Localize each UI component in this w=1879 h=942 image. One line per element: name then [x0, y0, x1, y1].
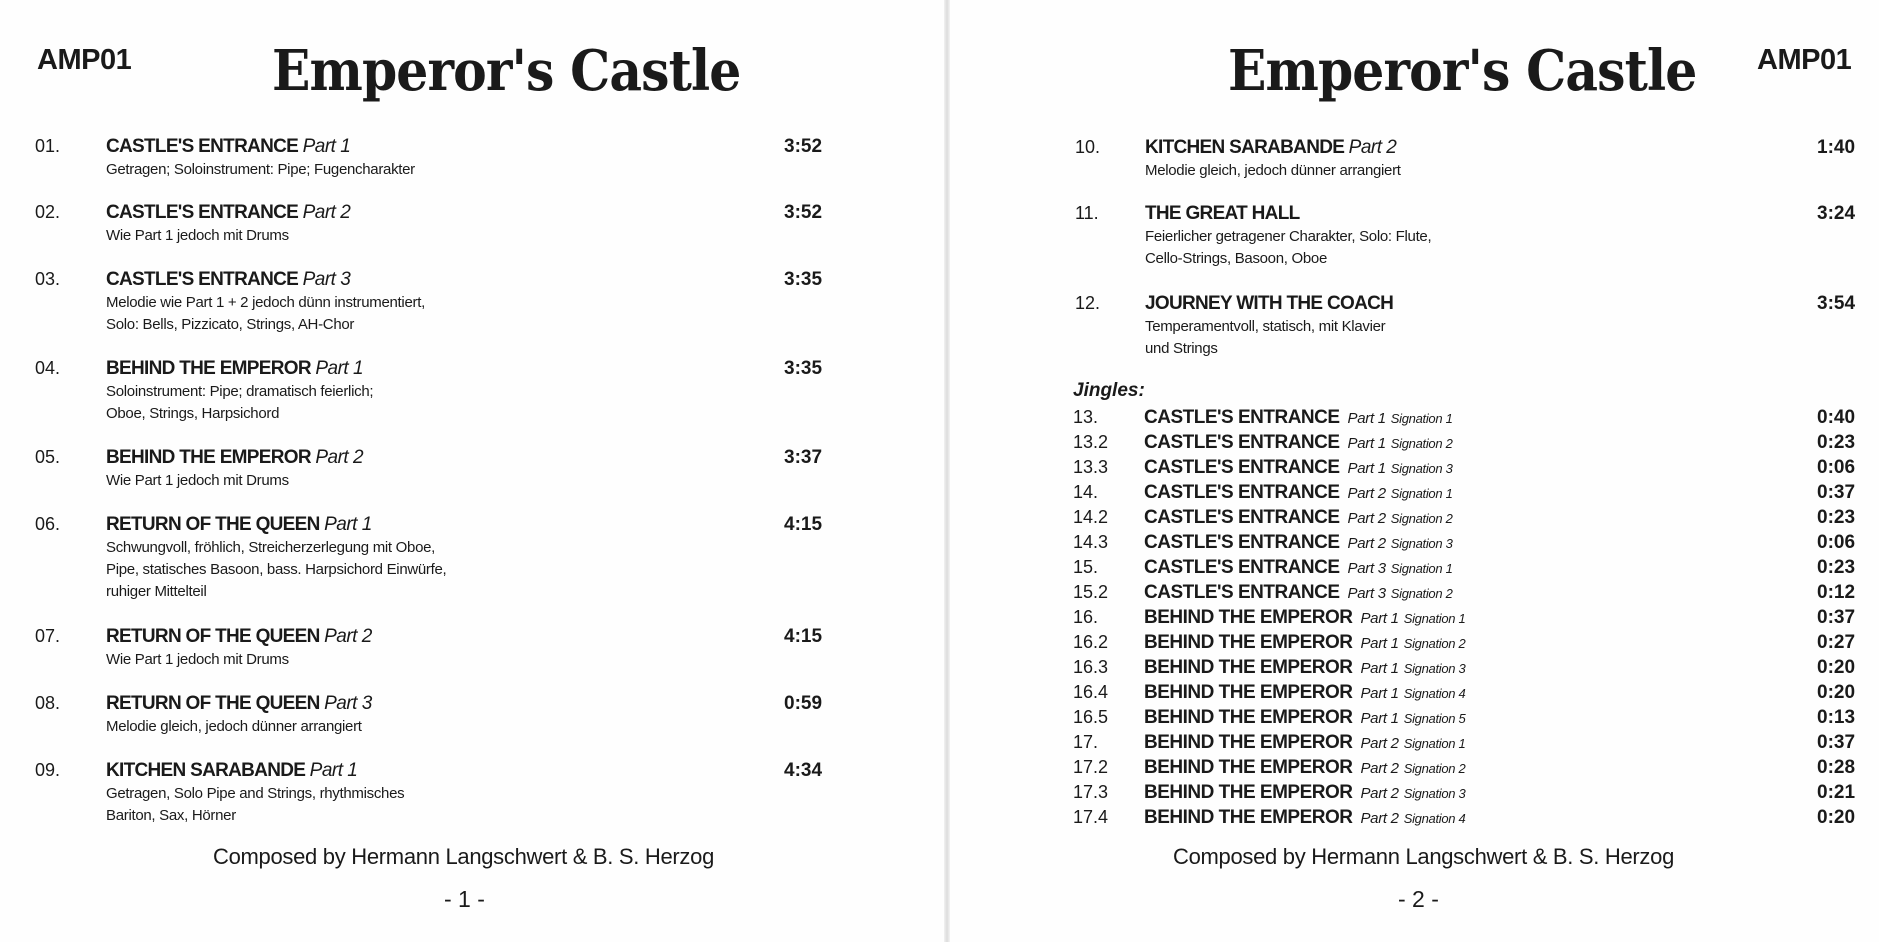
track-duration: 0:59: [784, 693, 823, 714]
catalog-number-left: AMP01: [37, 44, 132, 76]
track-part: Part 1: [302, 136, 351, 157]
track-description: Melodie wie Part 1 + 2 jedoch dünn instrumentiert, Solo: Bells, Pizzicato, Strings, AH-Chor: [106, 294, 425, 333]
jingle-part: Part 1: [1360, 660, 1399, 677]
jingle-part: Part 2: [1347, 485, 1386, 502]
track-part: Part 1: [309, 760, 358, 781]
jingle-number: 13.: [1073, 407, 1099, 427]
track-part: Part 2: [315, 447, 364, 468]
track-description: Melodie gleich, jedoch dünner arrangiert: [1145, 162, 1401, 179]
jingle-number: 13.2: [1073, 432, 1109, 452]
jingle-signation: Signation 2: [1390, 511, 1453, 526]
jingle-title: BEHIND THE EMPEROR Part 1 Signation 5: [1144, 707, 1466, 728]
jingle-row: [1073, 657, 1858, 682]
track-duration: 3:54: [1817, 293, 1856, 314]
jingle-duration: 0:28: [1817, 757, 1856, 778]
jingle-signation: Signation 3: [1390, 461, 1453, 476]
jingle-part: Part 3: [1347, 560, 1386, 577]
track-number: 07.: [35, 626, 61, 646]
track-description: Soloinstrument: Pipe; dramatisch feierlich; Oboe, Strings, Harpsichord: [106, 383, 374, 422]
track-number: 08.: [35, 693, 61, 713]
jingle-title: BEHIND THE EMPEROR Part 1 Signation 2: [1144, 632, 1466, 653]
jingle-duration: 0:13: [1817, 707, 1856, 728]
track-title: RETURN OF THE QUEEN: [106, 514, 320, 535]
jingle-signation: Signation 2: [1403, 761, 1466, 776]
jingle-number: 17.3: [1073, 782, 1109, 802]
jingle-title: CASTLE'S ENTRANCE Part 1 Signation 3: [1144, 457, 1453, 478]
jingle-duration: 0:20: [1817, 807, 1856, 828]
jingle-part: Part 1: [1360, 610, 1399, 627]
track-number: 01.: [35, 136, 61, 156]
jingle-part: Part 2: [1347, 535, 1386, 552]
jingle-signation: Signation 1: [1390, 411, 1453, 426]
track-description: Wie Part 1 jedoch mit Drums: [106, 227, 289, 244]
jingle-duration: 0:20: [1817, 657, 1856, 678]
track-title: BEHIND THE EMPEROR: [106, 358, 311, 379]
track-number: 12.: [1075, 293, 1101, 313]
jingle-number: 14.: [1073, 482, 1099, 502]
jingle-signation: Signation 3: [1403, 786, 1466, 801]
track-duration: 3:52: [784, 136, 823, 157]
jingle-part: Part 1: [1347, 460, 1386, 477]
jingle-title: BEHIND THE EMPEROR Part 2 Signation 4: [1144, 807, 1466, 828]
track-duration: 4:15: [784, 514, 823, 535]
jingle-title: CASTLE'S ENTRANCE Part 3 Signation 2: [1144, 582, 1453, 603]
jingle-duration: 0:37: [1817, 732, 1856, 753]
track-number: 03.: [35, 269, 61, 289]
jingle-part: Part 2: [1360, 810, 1399, 827]
track-duration: 3:35: [784, 358, 823, 379]
track-description: Melodie gleich, jedoch dünner arrangiert: [106, 718, 362, 735]
jingle-duration: 0:21: [1817, 782, 1856, 803]
jingle-signation: Signation 1: [1390, 561, 1453, 576]
track-description: Getragen, Solo Pipe and Strings, rhythmisches Bariton, Sax, Hörner: [106, 785, 405, 824]
jingles-heading: Jingles:: [1073, 380, 1145, 401]
jingle-number: 17.2: [1073, 757, 1109, 777]
track-number: 06.: [35, 514, 61, 534]
jingle-signation: Signation 2: [1390, 586, 1453, 601]
jingle-signation: Signation 2: [1403, 636, 1466, 651]
track-description: Temperamentvoll, statisch, mit Klavier und Strings: [1145, 318, 1386, 357]
jingle-signation: Signation 4: [1403, 811, 1466, 826]
jingle-title: BEHIND THE EMPEROR Part 2 Signation 3: [1144, 782, 1466, 803]
track-duration: 3:24: [1817, 203, 1856, 224]
jingle-number: 16.5: [1073, 707, 1109, 727]
jingle-signation: Signation 3: [1403, 661, 1466, 676]
track-title: RETURN OF THE QUEEN: [106, 626, 320, 647]
track-part: Part 2: [1348, 137, 1397, 158]
jingle-row: [1073, 707, 1858, 732]
track-description: Feierlicher getragener Charakter, Solo: Flute, Cello-Strings, Basoon, Oboe: [1145, 228, 1432, 267]
jingle-part: Part 1: [1360, 685, 1399, 702]
jingle-row: [1073, 807, 1858, 832]
jingle-title: CASTLE'S ENTRANCE Part 2 Signation 2: [1144, 507, 1453, 528]
catalog-number-right: AMP01: [1757, 44, 1852, 76]
jingle-part: Part 2: [1347, 510, 1386, 527]
track-title: THE GREAT HALL: [1145, 203, 1300, 224]
jingle-row: [1073, 557, 1858, 582]
jingle-part: Part 2: [1360, 785, 1399, 802]
jingle-title: BEHIND THE EMPEROR Part 2 Signation 2: [1144, 757, 1466, 778]
track-part: Part 2: [324, 626, 372, 647]
composer-credit-left: Composed by Hermann Langschwert & B. S. Herzog: [213, 844, 714, 869]
jingle-duration: 0:40: [1817, 407, 1856, 428]
track-description: Schwungvoll, fröhlich, Streicherzerlegung mit Oboe, Pipe, statisches Basoon, bass. Harpsichord Einwürfe, ruhiger Mittelteil: [106, 539, 447, 600]
jingle-row: [1073, 632, 1858, 657]
jingle-number: 16.: [1073, 607, 1099, 627]
jingle-duration: 0:12: [1817, 582, 1856, 603]
jingle-title: BEHIND THE EMPEROR Part 2 Signation 1: [1144, 732, 1466, 753]
jingle-part: Part 1: [1347, 410, 1386, 427]
album-title-left: Emperor's Castle: [272, 38, 741, 104]
track-description: Getragen; Soloinstrument: Pipe; Fugencharakter: [106, 161, 415, 178]
track-title: CASTLE'S ENTRANCE: [106, 202, 299, 223]
jingle-row: [1073, 507, 1858, 532]
jingle-row: [1073, 457, 1858, 482]
track-part: Part 3: [324, 693, 372, 714]
jingle-row: [1073, 432, 1858, 457]
track-duration: 3:37: [784, 447, 823, 468]
jingle-number: 15.: [1073, 557, 1099, 577]
jingle-title: CASTLE'S ENTRANCE Part 1 Signation 2: [1144, 432, 1453, 453]
jingle-part: Part 1: [1360, 710, 1399, 727]
jingle-part: Part 2: [1360, 735, 1399, 752]
jingle-number: 16.4: [1073, 682, 1109, 702]
jingle-signation: Signation 4: [1403, 686, 1466, 701]
track-title: RETURN OF THE QUEEN: [106, 693, 320, 714]
track-title: CASTLE'S ENTRANCE: [106, 269, 299, 290]
jingle-part: Part 1: [1360, 635, 1399, 652]
track-duration: 4:34: [784, 760, 823, 781]
jingle-signation: Signation 1: [1390, 486, 1453, 501]
jingle-title: CASTLE'S ENTRANCE Part 2 Signation 1: [1144, 482, 1453, 503]
track-duration: 1:40: [1817, 137, 1856, 158]
jingle-duration: 0:37: [1817, 482, 1856, 503]
track-title: JOURNEY WITH THE COACH: [1145, 293, 1394, 314]
jingle-signation: Signation 1: [1403, 736, 1466, 751]
jingle-row: [1073, 407, 1858, 432]
jingle-signation: Signation 3: [1390, 536, 1453, 551]
album-title-right: Emperor's Castle: [1228, 38, 1697, 104]
track-part: Part 1: [324, 514, 372, 535]
jingle-signation: Signation 2: [1390, 436, 1453, 451]
page-number-left: - 1 -: [444, 886, 485, 912]
jingle-duration: 0:23: [1817, 507, 1856, 528]
track-number: 05.: [35, 447, 61, 467]
jingle-number: 16.2: [1073, 632, 1109, 652]
jingle-title: BEHIND THE EMPEROR Part 1 Signation 1: [1144, 607, 1466, 628]
jingle-row: [1073, 782, 1858, 807]
track-number: 09.: [35, 760, 61, 780]
track-title: KITCHEN SARABANDE: [106, 760, 306, 781]
track-part: Part 3: [302, 269, 351, 290]
jingle-number: 15.2: [1073, 582, 1109, 602]
jingle-signation: Signation 5: [1403, 711, 1466, 726]
jingle-number: 17.4: [1073, 807, 1109, 827]
jingle-row: [1073, 732, 1858, 757]
jingle-row: [1073, 532, 1858, 557]
jingle-duration: 0:23: [1817, 557, 1856, 578]
jingle-part: Part 1: [1347, 435, 1386, 452]
jingle-part: Part 3: [1347, 585, 1386, 602]
track-part: Part 1: [315, 358, 364, 379]
jingle-number: 14.2: [1073, 507, 1109, 527]
track-title: BEHIND THE EMPEROR: [106, 447, 311, 468]
jingle-row: [1073, 682, 1858, 707]
track-duration: 3:35: [784, 269, 823, 290]
track-duration: 3:52: [784, 202, 823, 223]
jingle-signation: Signation 1: [1403, 611, 1466, 626]
track-number: 10.: [1075, 137, 1101, 157]
track-duration: 4:15: [784, 626, 823, 647]
jingle-number: 13.3: [1073, 457, 1109, 477]
jingle-title: CASTLE'S ENTRANCE Part 3 Signation 1: [1144, 557, 1453, 578]
jingle-duration: 0:20: [1817, 682, 1856, 703]
jingle-row: [1073, 482, 1858, 507]
track-description: Wie Part 1 jedoch mit Drums: [106, 472, 289, 489]
track-part: Part 2: [302, 202, 351, 223]
jingle-row: [1073, 757, 1858, 782]
track-number: 02.: [35, 202, 61, 222]
jingle-duration: 0:27: [1817, 632, 1856, 653]
jingle-title: CASTLE'S ENTRANCE Part 1 Signation 1: [1144, 407, 1453, 428]
jingle-duration: 0:06: [1817, 532, 1856, 553]
jingle-part: Part 2: [1360, 760, 1399, 777]
jingle-row: [1073, 582, 1858, 607]
jingle-title: BEHIND THE EMPEROR Part 1 Signation 3: [1144, 657, 1466, 678]
composer-credit-right: Composed by Hermann Langschwert & B. S. Herzog: [1173, 844, 1674, 869]
jingle-title: CASTLE'S ENTRANCE Part 2 Signation 3: [1144, 532, 1453, 553]
track-number: 04.: [35, 358, 61, 378]
jingle-number: 14.3: [1073, 532, 1109, 552]
jingle-duration: 0:23: [1817, 432, 1856, 453]
track-description: Wie Part 1 jedoch mit Drums: [106, 651, 289, 668]
track-number: 11.: [1075, 203, 1099, 223]
page-number-right: - 2 -: [1398, 886, 1439, 912]
track-title: CASTLE'S ENTRANCE: [106, 136, 299, 157]
jingle-duration: 0:06: [1817, 457, 1856, 478]
jingle-number: 17.: [1073, 732, 1099, 752]
jingle-title: BEHIND THE EMPEROR Part 1 Signation 4: [1144, 682, 1466, 703]
jingle-number: 16.3: [1073, 657, 1109, 677]
jingle-duration: 0:37: [1817, 607, 1856, 628]
track-title: KITCHEN SARABANDE: [1145, 137, 1345, 158]
jingle-row: [1073, 607, 1858, 632]
